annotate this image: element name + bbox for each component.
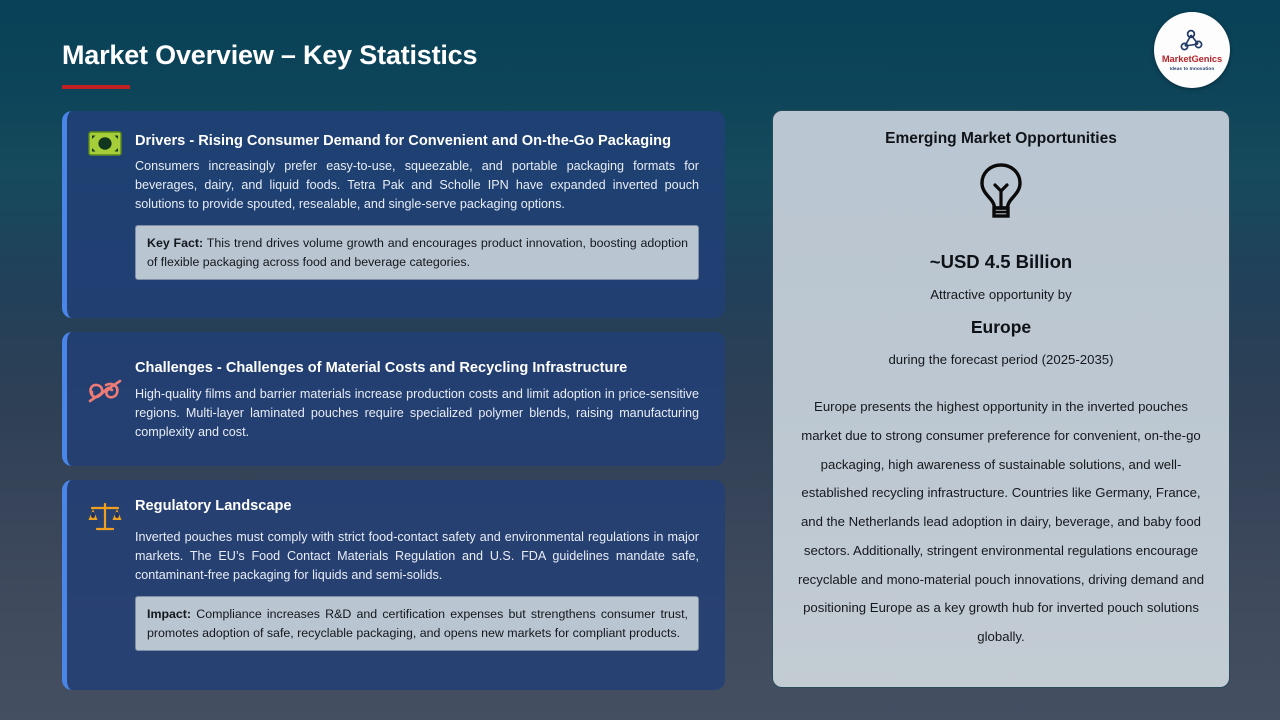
callout-text: This trend drives volume growth and encourages product innovation, boosting adoption of flexible packaging across food and beverage categories. bbox=[147, 235, 688, 269]
callout-text: Compliance increases R&D and certification expenses but strengthens consumer trust, promotes adoption of safe, recyclable packaging, and opens new markets for compliant products. bbox=[147, 606, 688, 640]
callout-label: Key Fact: bbox=[147, 235, 204, 250]
emerging-opportunities-panel bbox=[772, 110, 1230, 688]
opportunity-value: ~USD 4.5 Billion bbox=[929, 251, 1073, 272]
card-body bbox=[127, 498, 709, 651]
card-title: Regulatory Landscape bbox=[135, 498, 292, 514]
card-description: Consumers increasingly prefer easy-to-use, squeezable, and portable packaging formats for beverages, dairy, and liquid foods. Tetra Pak and Scholle IPN have expanded inverted pouch solutions to provide spouted, resealable, and single-serve packaging options. bbox=[135, 158, 699, 211]
money-banknote-icon bbox=[88, 131, 122, 156]
logo-tagline: Ideas to Innovation bbox=[1169, 65, 1215, 71]
opportunity-icon-slot bbox=[793, 154, 1209, 228]
opportunity-region: Europe bbox=[970, 317, 1032, 337]
card-description: High-quality films and barrier materials increase production costs and limit adoption in price-sensitive regions. Multi-layer laminated pouches require specialized polymer blends, raising manufacturing complexity and cost. bbox=[135, 387, 699, 440]
callout-label: Impact: bbox=[147, 606, 192, 621]
lightbulb-icon bbox=[976, 161, 1026, 221]
card-callout-key-fact bbox=[135, 225, 699, 280]
insight-cards-column bbox=[62, 111, 725, 704]
balance-scale-icon bbox=[87, 500, 123, 532]
card-regulatory[interactable] bbox=[62, 480, 725, 690]
opportunity-forecast-period: during the forecast period (2025-2035) bbox=[888, 352, 1114, 367]
card-body bbox=[127, 129, 709, 280]
card-drivers[interactable] bbox=[62, 111, 725, 318]
title-underline-rule bbox=[62, 85, 130, 89]
opportunity-subtitle: Attractive opportunity by bbox=[930, 287, 1072, 302]
card-title: Drivers - Rising Consumer Demand for Convenient and On-the-Go Packaging bbox=[135, 133, 671, 149]
card-description: Inverted pouches must comply with strict food-contact safety and environmental regulations in major markets. The EU’s Food Contact Materials Regulation and U.S. FDA guidelines mandate safe, contaminant-free packaging for liquids and semi-solids. bbox=[135, 529, 699, 582]
opportunity-panel-title: Emerging Market Opportunities bbox=[885, 130, 1117, 147]
logo-name: MarketGenics bbox=[1161, 53, 1223, 65]
molecule-node-icon bbox=[1179, 29, 1205, 53]
card-icon-slot bbox=[83, 500, 127, 538]
card-icon-slot bbox=[83, 375, 127, 413]
page-title: Market Overview – Key Statistics bbox=[62, 40, 478, 70]
opportunity-description: Europe presents the highest opportunity in the inverted pouches market due to strong consumer preference for convenient, on-the-go packaging, high awareness of sustainable solutions, and well-established recycling infrastructure. Countries like Germany, France, and the Netherlands lead adoption in dairy, beverage, and baby food sectors. Additionally, stringent environmental regulations encourage recyclable and mono-material pouch innovations, driving demand and positioning Europe as a key growth hub for inverted pouch solutions globally. bbox=[797, 399, 1205, 645]
card-icon-slot bbox=[83, 131, 127, 169]
card-callout-impact bbox=[135, 596, 699, 651]
brand-logo bbox=[1154, 12, 1230, 88]
broken-link-icon bbox=[86, 375, 124, 407]
card-title: Challenges - Challenges of Material Costs and Recycling Infrastructure bbox=[135, 359, 628, 376]
card-body bbox=[127, 360, 709, 443]
card-challenges[interactable] bbox=[62, 332, 725, 466]
